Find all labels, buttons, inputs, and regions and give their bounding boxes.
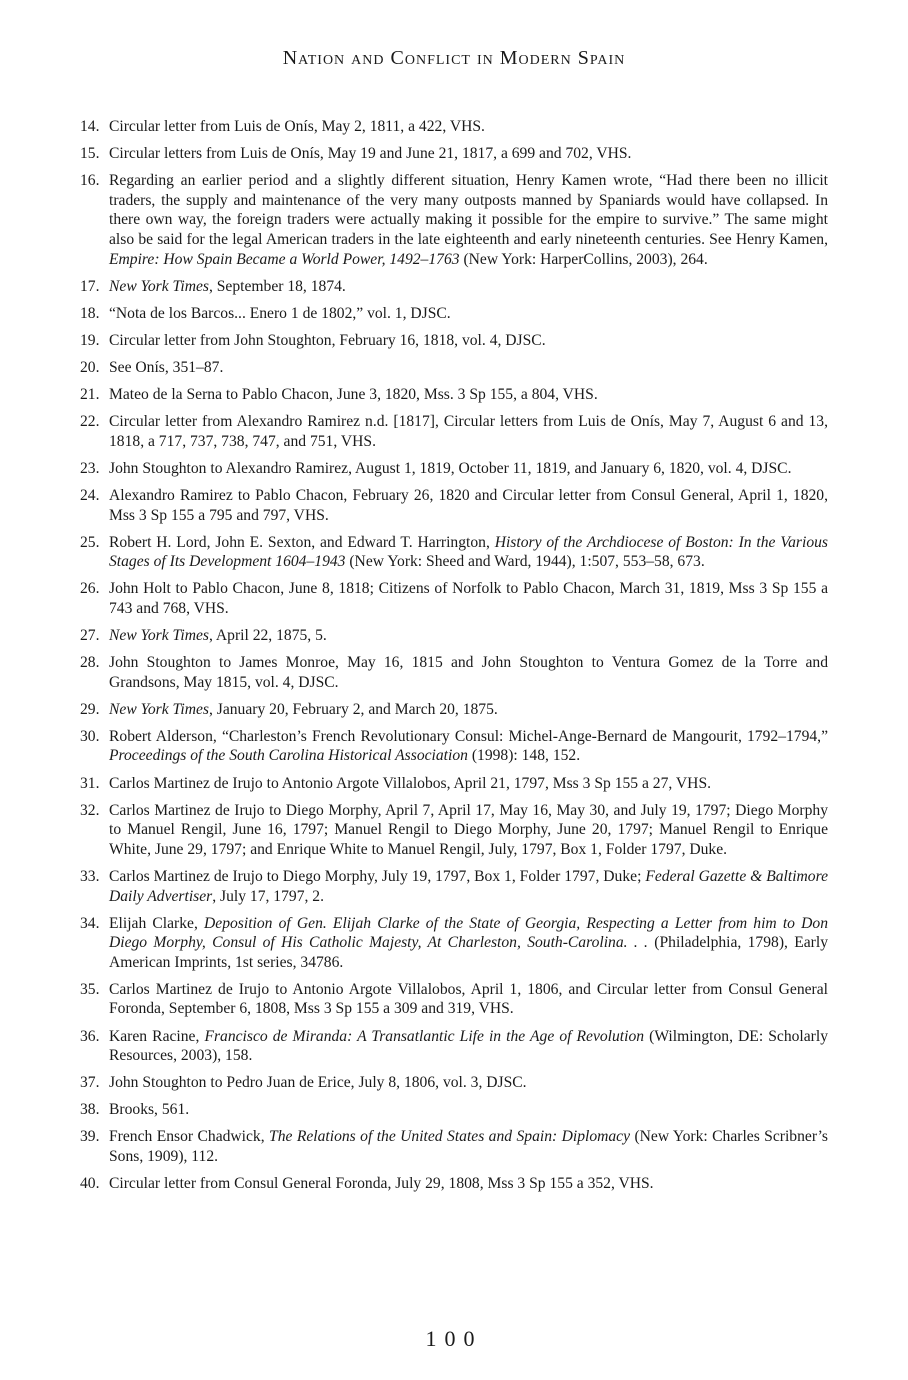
endnote-segment: Robert H. Lord, John E. Sexton, and Edward T. Harrington, [109,533,495,551]
endnote-text [109,278,346,295]
endnote-title: New York Times [109,277,209,295]
endnote [80,867,828,906]
endnote [80,412,828,451]
endnote-text [109,701,498,718]
endnote [80,117,828,137]
endnote-text [109,1175,654,1192]
endnote-text [109,413,828,450]
endnote-segment: Circular letter from John Stoughton, February 16, 1818, vol. 4, DJSC. [109,331,546,349]
endnote [80,653,828,692]
endnote-title: Francisco de Miranda: A Transatlantic Life in the Age of Revolution [204,1027,645,1045]
endnote-number: 25. [80,533,100,551]
endnote-text [109,915,828,971]
endnote-number: 15. [80,145,100,163]
endnote-text [109,868,828,905]
endnote [80,579,828,618]
endnote-text [109,1028,828,1065]
endnote-segment: (Philadelphia, 1798), Early American Imprints, 1st series, 34786. [109,934,828,971]
endnote-title: Proceedings of the South Carolina Historical Association [109,747,468,765]
endnote-segment: (New York: Sheed and Ward, 1944), 1:507, 553–58, 673. [345,553,705,571]
endnote-text [109,172,828,267]
endnote-text [109,386,598,403]
endnote-number: 14. [80,118,100,135]
endnote-segment: , July 17, 1797, 2. [212,887,324,905]
endnote [80,626,828,646]
endnote-number: 39. [80,1128,100,1146]
endnote [80,914,828,973]
endnote-number: 40. [80,1175,100,1193]
endnote-segment: , April 22, 1875, 5. [208,626,327,644]
endnote-number: 33. [80,867,100,885]
endnote-text [109,580,828,617]
endnote [80,1073,828,1093]
endnote-text [109,460,791,477]
endnote [80,331,828,351]
endnote [80,980,828,1019]
endnote-number: 34. [80,914,100,932]
endnote-text [109,145,631,162]
endnote-text [109,1074,527,1091]
endnote-text [109,359,223,376]
endnote [80,486,828,525]
endnote-number: 17. [80,277,100,295]
endnote-segment: Circular letter from Alexandro Ramirez n.d. [1817], Circular letters from Luis de Onís, May 7, August 6 and 13, 1818, a 717, 737, 738, 747, and 751, VHS. [109,413,828,450]
endnote-text [109,118,485,135]
endnote-number: 23. [80,459,100,477]
endnote-segment: Circular letters from Luis de Onís, May 19 and June 21, 1817, a 699 and 702, VHS. [109,145,632,163]
endnote-title: Deposition of Gen. Elijah Clarke of the State of Georgia, Respecting a Letter from him to Don Diego Morphy, Consul of His Catholic Majesty, At Charleston, South-Carolina. . . [109,914,828,952]
endnote-number: 28. [80,654,100,672]
endnote-segment: (Wilmington, DE: Scholarly Resources, 2003), 158. [109,1027,828,1065]
endnote-number: 26. [80,580,100,598]
endnote-segment: John Stoughton to Pedro Juan de Erice, July 8, 1806, vol. 3, DJSC. [109,1074,527,1092]
endnote-segment: Carlos Martinez de Irujo to Antonio Argote Villalobos, April 1, 1806, and Circular letter from Consul General Foronda, September 6, 1808, Mss 3 Sp 155 a 309 and 319, VHS. [109,980,828,1018]
endnote-segment: , January 20, February 2, and March 20, 1875. [208,700,498,718]
endnote-text [109,305,451,322]
endnote-segment: John Holt to Pablo Chacon, June 8, 1818; Citizens of Norfolk to Pablo Chacon, March 31, 1819, Mss 3 Sp 155 a 743 and 768, VHS. [109,580,828,617]
endnote-segment: (New York: Charles Scribner’s Sons, 1909), 112. [109,1128,828,1166]
endnote [80,1174,828,1194]
endnote-title: The Relations of the United States and Spain: Diplomacy [269,1128,631,1146]
endnote-number: 24. [80,486,100,504]
endnote-number: 36. [80,1027,100,1045]
endnotes-list [80,117,828,1201]
endnote [80,801,828,860]
endnote-number: 16. [80,172,100,190]
endnote-title: New York Times [109,700,209,718]
endnote-segment: John Stoughton to Alexandro Ramirez, August 1, 1819, October 11, 1819, and January 6, 1820, vol. 4, DJSC. [109,459,792,477]
endnote-text [109,654,828,691]
endnote-segment: Elijah Clarke, [109,914,205,932]
endnote [80,459,828,479]
endnote-number: 30. [80,727,100,745]
endnote-text [109,1128,828,1165]
endnote-segment: Karen Racine, [109,1027,205,1045]
endnote-segment: Carlos Martinez de Irujo to Antonio Argote Villalobos, April 21, 1797, Mss 3 Sp 155 a 27, VHS. [109,774,712,792]
endnote [80,171,828,269]
endnote [80,385,828,405]
endnote-number: 27. [80,626,100,644]
endnote-number: 19. [80,331,100,349]
endnote-segment: See Onís, 351–87. [109,358,224,376]
endnote-segment: “Nota de los Barcos... Enero 1 de 1802,” vol. 1, DJSC. [109,304,451,322]
endnote-title: Empire: How Spain Became a World Power, 1492–1763 [109,250,460,268]
endnote-text [109,802,828,858]
endnote-segment: Circular letter from Consul General Foronda, July 29, 1808, Mss 3 Sp 155 a 352, VHS. [109,1175,654,1193]
endnote-segment: Regarding an earlier period and a slightly different situation, Henry Kamen wrote, “Had there been no illicit traders, the supply and maintenance of the very many outposts manned by Spaniards would have collapsed. In there own way, the foreign traders were actually making it possible for the empire to survive.” The same might also be said for the legal American traders in the late eighteenth and early nineteenth centuries. See Henry Kamen, [109,172,828,248]
endnote-segment: (1998): 148, 152. [467,747,581,765]
endnote-number: 18. [80,304,100,322]
endnote-segment: Mateo de la Serna to Pablo Chacon, June 3, 1820, Mss. 3 Sp 155, a 804, VHS. [109,386,598,404]
endnote-text [109,981,828,1018]
endnote [80,1100,828,1120]
endnote-segment: Brooks, 561. [109,1101,190,1119]
endnote-segment: Carlos Martinez de Irujo to Diego Morphy, July 19, 1797, Box 1, Folder 1797, Duke; [109,867,646,885]
endnote [80,533,828,572]
endnote-text [109,1101,189,1118]
endnote-segment: French Ensor Chadwick, [109,1128,270,1146]
endnote [80,1127,828,1166]
endnote-title: New York Times [109,626,209,644]
page-number: 100 [425,1326,483,1351]
endnote [80,277,828,297]
endnote-number: 31. [80,774,100,792]
endnote [80,144,828,164]
endnote-number: 37. [80,1074,100,1092]
endnote-number: 35. [80,980,100,998]
endnote-text [109,627,327,644]
endnote [80,727,828,766]
endnote [80,700,828,720]
endnote-segment: Carlos Martinez de Irujo to Diego Morphy, April 7, April 17, May 16, May 30, and July 19, 1797; Diego Morphy to Manuel Rengil, June 16, 1797; Manuel Rengil to Diego Morphy, June 20, 1797; Manuel Rengil to Enrique White, June 29, 1797; and Enrique White to Manuel Rengil, July, 1797, Box 1, Folder 1797, Duke. [109,801,828,858]
endnote-text [109,487,828,524]
endnote-segment: , September 18, 1874. [208,277,346,295]
endnote-text [109,775,711,792]
endnote [80,1027,828,1066]
endnote-text [109,728,828,765]
endnote-segment: John Stoughton to James Monroe, May 16, 1815 and John Stoughton to Ventura Gomez de la Torre and Grandsons, May 1815, vol. 4, DJSC. [109,654,828,691]
endnote [80,774,828,794]
endnote-text [109,332,546,349]
endnote-number: 38. [80,1101,100,1119]
endnote-segment: Circular letter from Luis de Onís, May 2, 1811, a 422, VHS. [109,118,485,135]
endnote-segment: Robert Alderson, “Charleston’s French Revolutionary Consul: Michel-Ange-Bernard de Mangourit, 1792–1794,” [109,727,828,745]
endnote-number: 29. [80,700,100,718]
endnote-number: 32. [80,801,100,819]
endnote-number: 20. [80,358,100,376]
endnote-text [109,534,828,571]
running-head-title: Nation and Conflict in Modern Spain [282,47,626,69]
endnote-segment: (New York: HarperCollins, 2003), 264. [459,250,708,268]
endnote-title: History of the Archdiocese of Boston: In the Various Stages of Its Development 1604–1943 [109,533,828,571]
endnote-number: 22. [80,413,100,431]
endnote [80,358,828,378]
endnote [80,304,828,324]
endnote-segment: Alexandro Ramirez to Pablo Chacon, February 26, 1820 and Circular letter from Consul General, April 1, 1820, Mss 3 Sp 155 a 795 and 797, VHS. [109,486,828,524]
endnote-title: Federal Gazette & Baltimore Daily Advertiser [109,867,828,905]
endnote-number: 21. [80,386,100,404]
